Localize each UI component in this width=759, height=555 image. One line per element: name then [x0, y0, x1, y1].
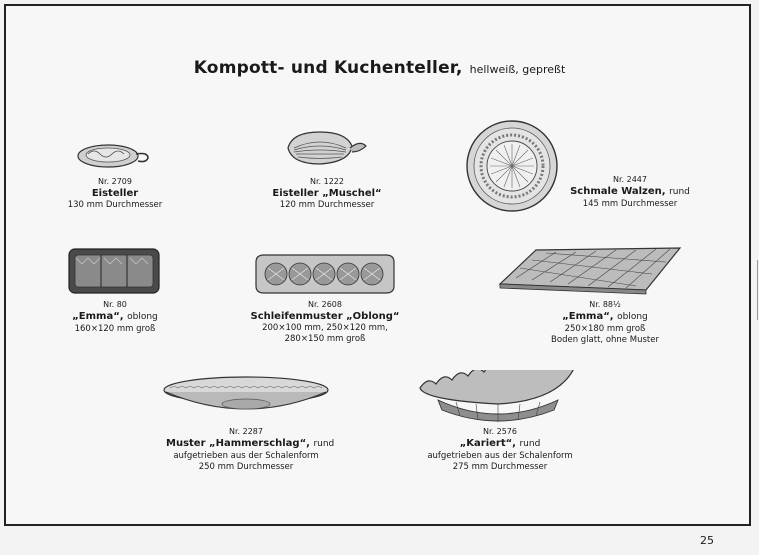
item-detail: 130 mm Durchmesser: [67, 200, 163, 210]
page-fold-shadow: [697, 260, 758, 320]
item-name: „Kariert“, rund: [459, 438, 541, 449]
catalog-item-2287: [166, 426, 335, 473]
item-number: Nr. 2447: [613, 175, 647, 184]
catalog-item-2608: [250, 299, 400, 345]
item-number: Nr. 1222: [310, 177, 344, 186]
item-detail: 120 mm Durchmesser: [279, 200, 375, 210]
item-detail: 280×150 mm groß: [284, 334, 366, 344]
diamond-tray-icon: [496, 244, 692, 296]
loop-pattern-tray-icon: [252, 252, 398, 296]
catalog-item-2447: [560, 174, 700, 210]
item-detail: aufgetrieben aus der Schalenform: [173, 451, 319, 461]
catalog-item-1222: [262, 176, 392, 211]
item-detail: 160×120 mm groß: [74, 324, 156, 334]
hammered-bowl-icon: [160, 374, 332, 420]
item-number: Nr. 2287: [229, 427, 263, 436]
item-number: Nr. 80: [103, 300, 127, 309]
checkered-bowl-icon: [416, 370, 580, 426]
item-name: Schmale Walzen, rund: [570, 186, 690, 197]
page-title-sub: hellweiß, gepreßt: [469, 63, 566, 76]
page-number: 25: [700, 534, 714, 547]
catalog-item-88-half: [540, 299, 670, 346]
round-plate-icon: [464, 118, 560, 214]
page-title: [0, 58, 759, 78]
item-detail: 145 mm Durchmesser: [582, 199, 678, 209]
item-number: Nr. 2608: [308, 300, 342, 309]
item-name: „Emma“, oblong: [562, 311, 648, 322]
oblong-dish-icon: [66, 246, 162, 296]
item-detail: Boden glatt, ohne Muster: [551, 335, 659, 345]
catalog-item-2576: [420, 426, 580, 473]
item-number: Nr. 88½: [589, 300, 621, 309]
item-name: Eisteller „Muschel“: [272, 188, 382, 199]
item-name: Eisteller: [91, 188, 139, 199]
ice-plate-handle-icon: [74, 140, 154, 172]
item-detail: 250×180 mm groß: [564, 324, 646, 334]
shell-plate-icon: [284, 128, 370, 170]
item-number: Nr. 2576: [483, 427, 517, 436]
catalog-item-2709: [50, 176, 180, 211]
item-detail: aufgetrieben aus der Schalenform: [427, 451, 573, 461]
item-name: Muster „Hammerschlag“, rund: [166, 438, 335, 449]
page-title-main: Kompott- und Kuchenteller,: [193, 58, 463, 78]
item-name: „Emma“, oblong: [72, 311, 158, 322]
item-detail: 250 mm Durchmesser: [198, 462, 294, 472]
item-detail: 200×100 mm, 250×120 mm,: [262, 323, 388, 333]
item-number: Nr. 2709: [98, 177, 132, 186]
item-name: Schleifenmuster „Oblong“: [250, 311, 400, 322]
catalog-item-80: [50, 299, 180, 335]
item-detail: 275 mm Durchmesser: [452, 462, 548, 472]
